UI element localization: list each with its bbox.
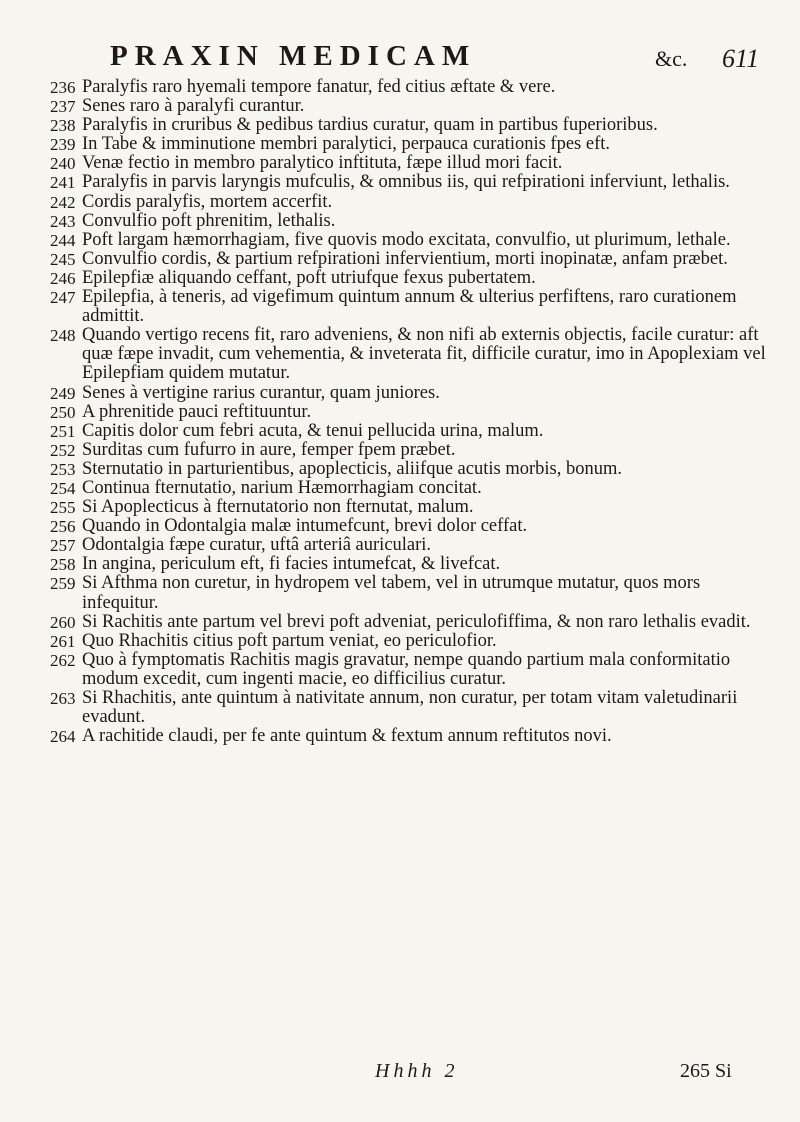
aphorism-entry xyxy=(50,632,770,651)
aphorism-number: 238 xyxy=(50,116,76,136)
aphorism-number: 257 xyxy=(50,536,76,556)
page-footer xyxy=(0,1060,800,1084)
aphorism-number: 245 xyxy=(50,249,76,269)
page-number: 611 xyxy=(722,44,760,73)
aphorism-entry xyxy=(50,403,770,422)
aphorism-entry xyxy=(50,384,770,403)
aphorism-entry xyxy=(50,422,770,441)
aphorism-number: 241 xyxy=(50,173,76,193)
aphorism-text: Convulfio poft phrenitim, lethalis. xyxy=(82,210,336,231)
aphorism-number: 250 xyxy=(50,402,76,422)
aphorism-entry xyxy=(50,173,770,192)
aphorism-text: Si Rhachitis, ante quintum à nativitate annum, non curatur, per totam vitam valetudinarii evadunt. xyxy=(82,688,738,728)
aphorism-number: 246 xyxy=(50,268,76,288)
aphorism-text: Si Apoplecticus à fternutatorio non fternutat, malum. xyxy=(82,497,474,518)
aphorism-number: 249 xyxy=(50,383,76,403)
aphorism-number: 259 xyxy=(50,574,76,594)
aphorism-number: 244 xyxy=(50,230,76,250)
aphorism-text: Continua fternutatio, narium Hæmorrhagiam concitat. xyxy=(82,477,482,498)
aphorism-number: 251 xyxy=(50,421,76,441)
aphorism-number: 240 xyxy=(50,154,76,174)
aphorism-entry xyxy=(50,97,770,116)
aphorism-number: 258 xyxy=(50,555,76,575)
aphorism-entry xyxy=(50,460,770,479)
aphorism-number: 261 xyxy=(50,631,76,651)
catchword: 265 Si xyxy=(680,1060,732,1082)
aphorism-entry xyxy=(50,441,770,460)
running-head xyxy=(110,40,770,80)
aphorism-text: Convulfio cordis, & partium refpirationi infervientium, morti inopinatæ, anfam præbet. xyxy=(82,248,728,269)
aphorism-entry xyxy=(50,135,770,154)
aphorism-number: 242 xyxy=(50,192,76,212)
aphorism-number: 248 xyxy=(50,326,76,346)
running-title: PRAXIN MEDICAM xyxy=(110,40,477,72)
aphorism-number: 255 xyxy=(50,498,76,518)
aphorism-text: Epilepfiæ aliquando ceffant, poft utriufque fexus pubertatem. xyxy=(82,267,536,288)
aphorism-text: Poft largam hæmorrhagiam, five quovis modo excitata, convulfio, ut plurimum, lethale. xyxy=(82,229,731,250)
aphorism-number: 236 xyxy=(50,78,76,97)
aphorism-text: In angina, periculum eft, fi facies intumefcat, & livefcat. xyxy=(82,554,501,575)
aphorism-text: Senes raro à paralyfi curantur. xyxy=(82,96,305,117)
aphorism-text: Cordis paralyfis, mortem accerfit. xyxy=(82,191,333,212)
aphorism-entry xyxy=(50,212,770,231)
aphorism-entry xyxy=(50,689,770,727)
aphorism-text: Quando in Odontalgia malæ intumefcunt, brevi dolor ceffat. xyxy=(82,516,528,537)
aphorism-entry xyxy=(50,269,770,288)
aphorism-list xyxy=(50,78,770,746)
aphorism-entry xyxy=(50,250,770,269)
aphorism-text: Sternutatio in parturientibus, apoplecticis, aliifque acutis morbis, bonum. xyxy=(82,458,622,479)
aphorism-entry xyxy=(50,288,770,326)
aphorism-text: Capitis dolor cum febri acuta, & tenui pellucida urina, malum. xyxy=(82,420,544,441)
aphorism-text: Odontalgia fæpe curatur, uftâ arteriâ auriculari. xyxy=(82,535,432,556)
aphorism-number: 253 xyxy=(50,459,76,479)
aphorism-entry xyxy=(50,193,770,212)
signature-mark: Hhhh 2 xyxy=(375,1060,459,1082)
aphorism-text: Epilepfia, à teneris, ad vigefimum quintum annum & ulterius perfiftens, raro curationem admittit. xyxy=(82,287,737,327)
aphorism-text: A phrenitide pauci reftituuntur. xyxy=(82,401,312,422)
aphorism-entry xyxy=(50,536,770,555)
aphorism-text: Si Afthma non curetur, in hydropem vel tabem, vel in utrumque mutatur, quos mors infequitur. xyxy=(82,573,701,613)
aphorism-text: Quo à fymptomatis Rachitis magis gravatur, nempe quando partium mala conformitatio modum excedit, cum ingenti macie, eo difficilius curatur. xyxy=(82,649,731,689)
aphorism-number: 264 xyxy=(50,727,76,747)
aphorism-number: 260 xyxy=(50,612,76,632)
aphorism-number: 243 xyxy=(50,211,76,231)
aphorism-text: In Tabe & imminutione membri paralytici, perpauca curationis fpes eft. xyxy=(82,134,611,155)
aphorism-number: 256 xyxy=(50,517,76,537)
aphorism-entry xyxy=(50,116,770,135)
aphorism-entry xyxy=(50,154,770,173)
aphorism-text: Quando vertigo recens fit, raro adveniens, & non nifi ab externis objectis, facile curatur: aft quæ fæpe invadit, cum vehementia, & inveterata fit, difficile curatur, imo in Apoplexiam vel Epilepfiam quidem mutatur. xyxy=(82,325,766,384)
aphorism-entry xyxy=(50,78,770,97)
aphorism-entry xyxy=(50,517,770,536)
aphorism-entry xyxy=(50,231,770,250)
aphorism-number: 263 xyxy=(50,689,76,708)
aphorism-entry xyxy=(50,613,770,632)
aphorism-entry xyxy=(50,727,770,746)
aphorism-number: 262 xyxy=(50,650,76,670)
aphorism-text: A rachitide claudi, per fe ante quintum & fextum annum reftitutos novi. xyxy=(82,726,612,747)
aphorism-number: 239 xyxy=(50,135,76,155)
aphorism-entry xyxy=(50,555,770,574)
aphorism-number: 254 xyxy=(50,478,76,498)
aphorism-number: 252 xyxy=(50,440,76,460)
aphorism-text: Quo Rhachitis citius poft partum veniat, eo periculofior. xyxy=(82,630,497,651)
aphorism-number: 247 xyxy=(50,288,76,308)
aphorism-text: Paralyfis in parvis laryngis mufculis, & omnibus iis, qui refpirationi inferviunt, lethalis. xyxy=(82,172,730,193)
aphorism-entry xyxy=(50,498,770,517)
aphorism-text: Venæ fectio in membro paralytico inftituta, fæpe illud mori facit. xyxy=(82,153,563,174)
running-title-etc: &c. xyxy=(655,46,688,71)
aphorism-entry xyxy=(50,479,770,498)
aphorism-entry xyxy=(50,326,770,383)
aphorism-text: Surditas cum fufurro in aure, femper fpem præbet. xyxy=(82,439,456,460)
aphorism-text: Paralyfis raro hyemali tempore fanatur, fed citius æftate & vere. xyxy=(82,77,556,97)
aphorism-entry xyxy=(50,651,770,689)
aphorism-text: Paralyfis in cruribus & pedibus tardius curatur, quam in partibus fuperioribus. xyxy=(82,115,658,136)
aphorism-number: 237 xyxy=(50,97,76,117)
aphorism-text: Senes à vertigine rarius curantur, quam juniores. xyxy=(82,382,440,403)
aphorism-text: Si Rachitis ante partum vel brevi poft adveniat, periculofiffima, & non raro lethalis evadit. xyxy=(82,611,751,632)
aphorism-entry xyxy=(50,574,770,612)
